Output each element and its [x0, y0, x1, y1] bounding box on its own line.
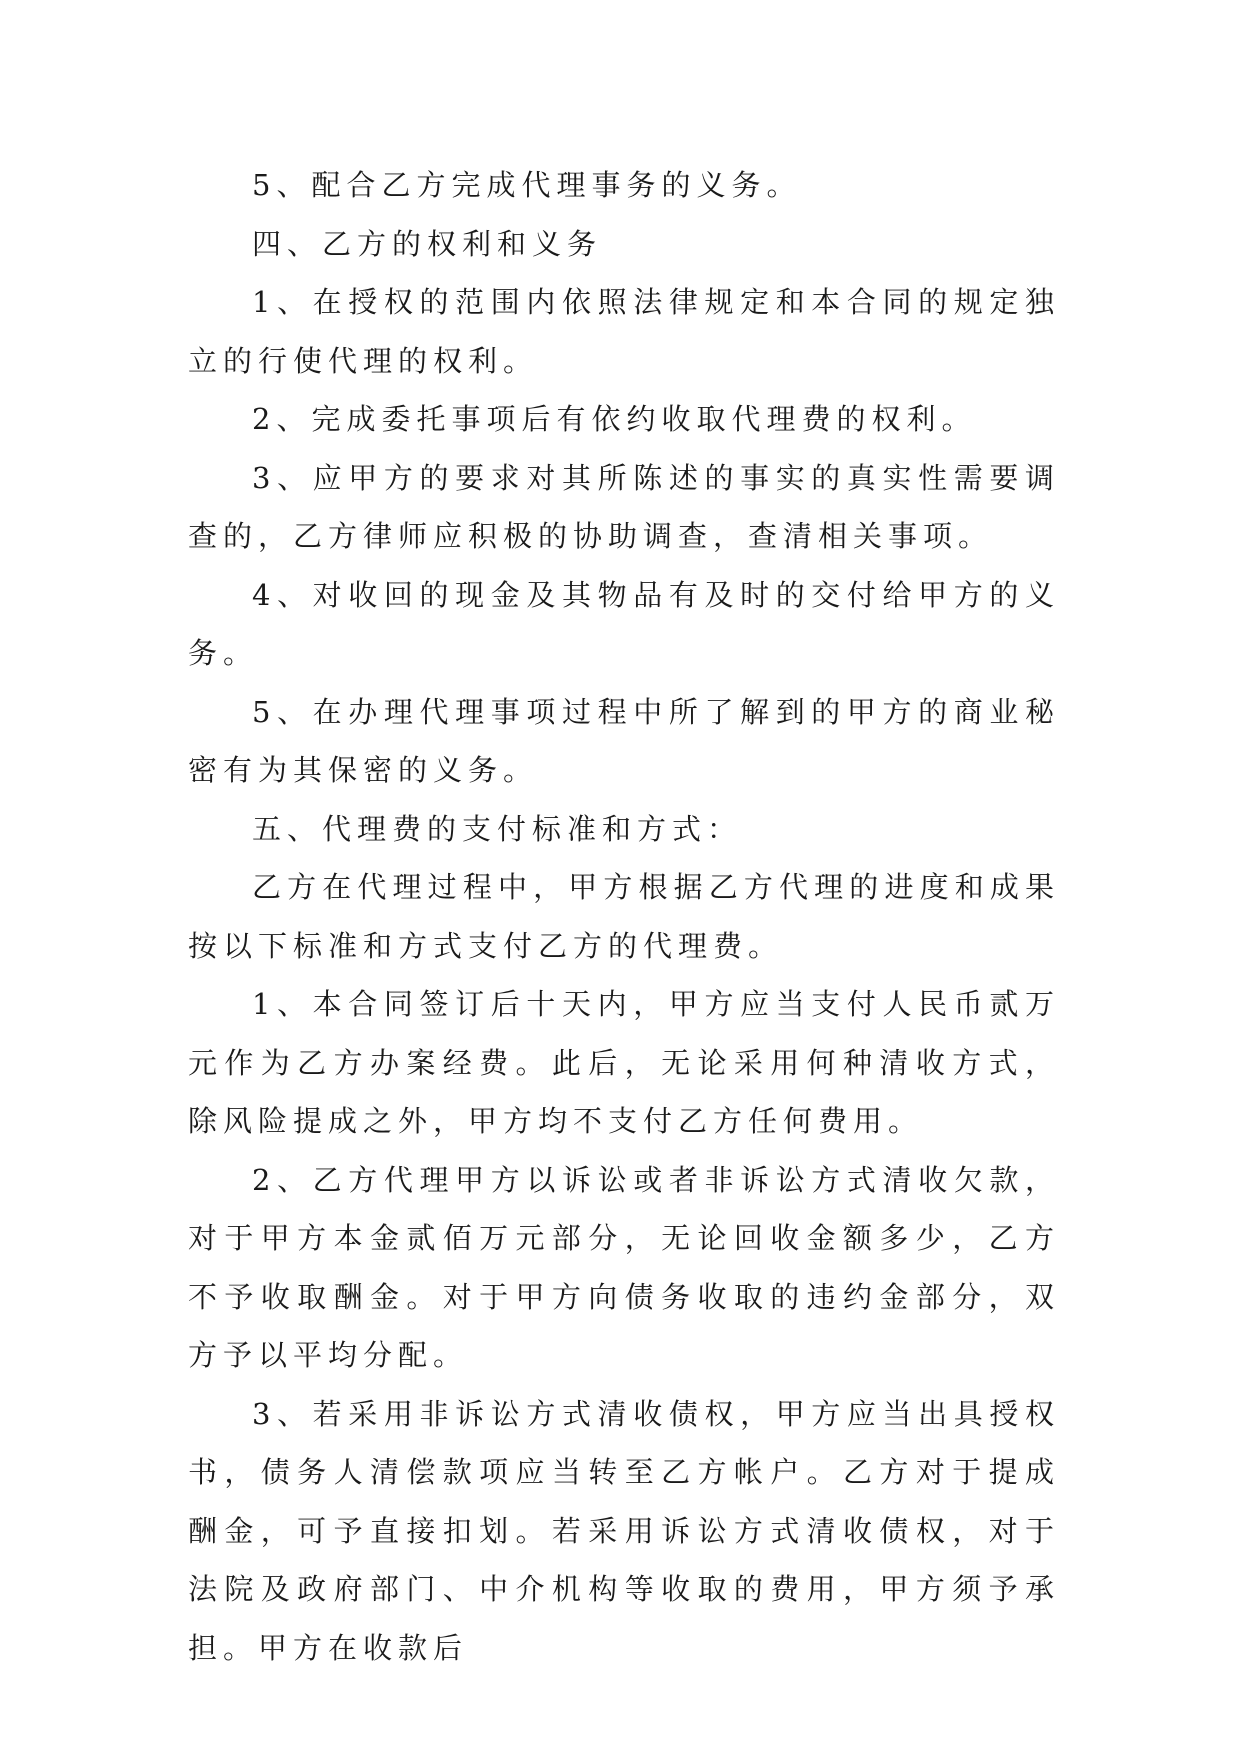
paragraph-item-3-investigation: 3、应甲方的要求对其所陈述的事实的真实性需要调查的，乙方律师应积极的协助调查，查清相关事项。: [188, 460, 1060, 553]
paragraph-fee-item-1: 1、本合同签订后十天内，甲方应当支付人民币贰万元作为乙方办案经费。此后，无论采用何种清收方式，除风险提成之外，甲方均不支付乙方任何费用。: [188, 987, 1060, 1138]
section-heading-5: 五、代理费的支付标准和方式：: [252, 811, 743, 846]
paragraph-item-5-obligation: 5、配合乙方完成代理事务的义务。: [252, 168, 802, 202]
paragraph-fee-intro: 乙方在代理过程中，甲方根据乙方代理的进度和成果按以下标准和方式支付乙方的代理费。: [188, 870, 1060, 963]
paragraph-item-1-rights: 1、在授权的范围内依照法律规定和本合同的规定独立的行使代理的权利。: [188, 285, 1060, 378]
paragraph-fee-item-2: 2、乙方代理甲方以诉讼或者非诉讼方式清收欠款，对于甲方本金贰佰万元部分，无论回收金额多少，乙方不予收取酬金。对于甲方向债务收取的违约金部分，双方予以平均分配。: [188, 1162, 1060, 1372]
paragraph-item-4-delivery: 4、对收回的现金及其物品有及时的交付给甲方的义务。: [188, 577, 1060, 670]
paragraph-item-2-rights: 2、完成委托事项后有依约收取代理费的权利。: [252, 402, 977, 436]
document-body: [188, 156, 1060, 1677]
section-heading-4: 四、乙方的权利和义务: [252, 226, 603, 261]
paragraph-fee-item-3: 3、若采用非诉讼方式清收债权，甲方应当出具授权书，债务人清偿款项应当转至乙方帐户。乙方对于提成酬金，可予直接扣划。若采用诉讼方式清收债权，对于法院及政府部门、中介机构等收取的费用，甲方须予承担。甲方在收款后: [188, 1396, 1060, 1665]
paragraph-item-5-confidentiality: 5、在办理代理事项过程中所了解到的甲方的商业秘密有为其保密的义务。: [188, 694, 1060, 787]
